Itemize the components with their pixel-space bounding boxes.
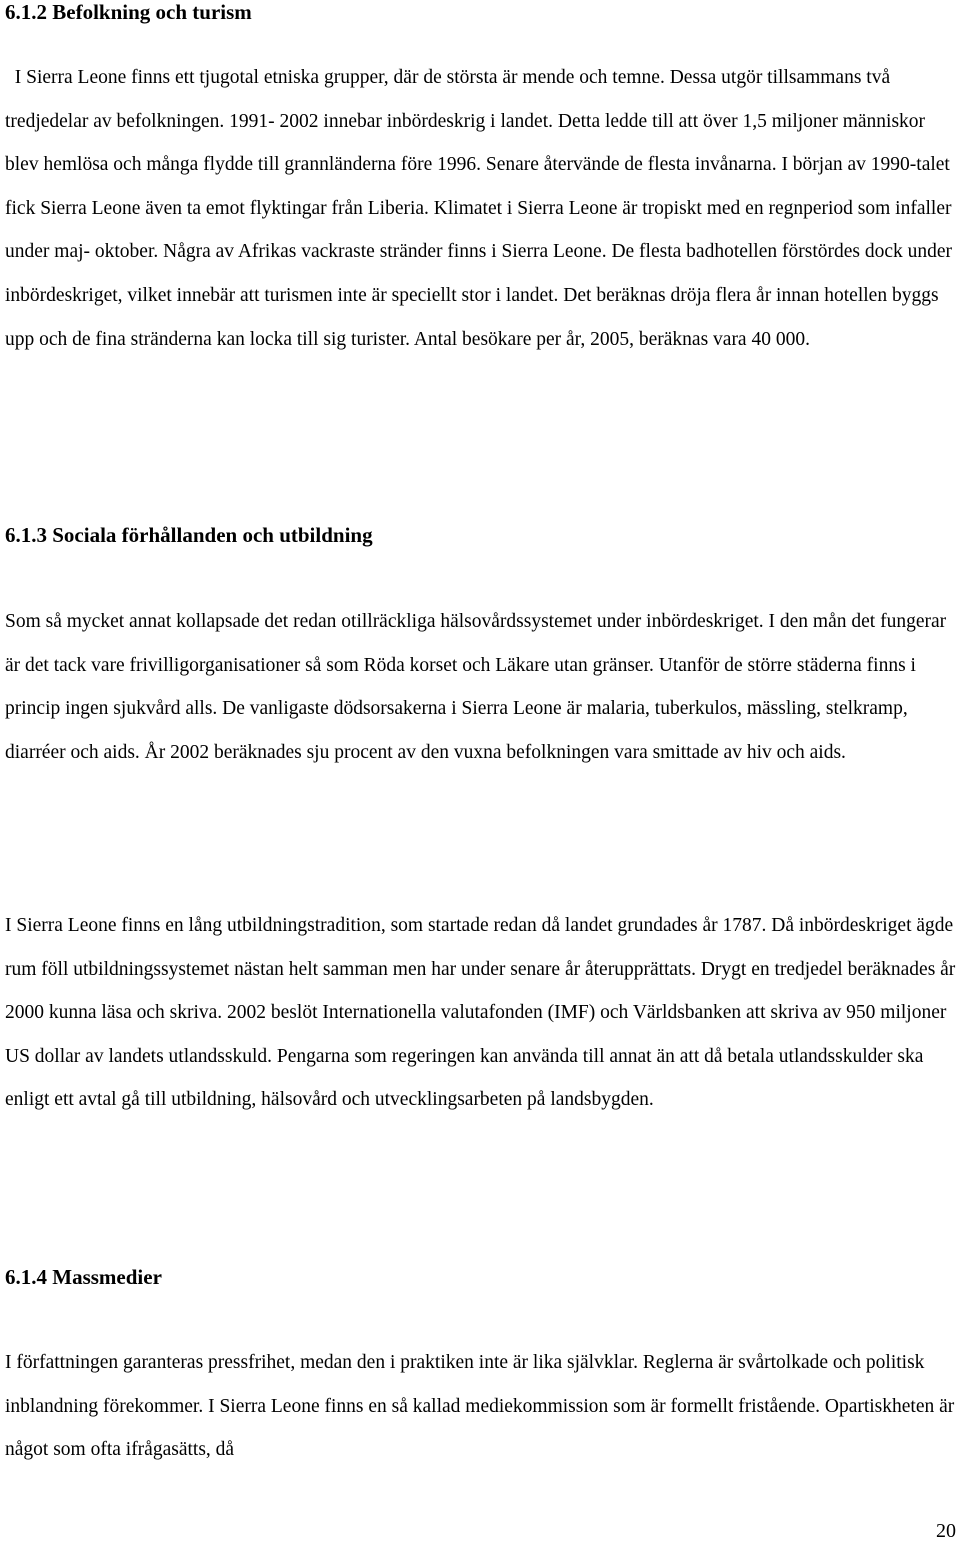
paragraph-indent (5, 67, 15, 88)
section-heading-befolkning: 6.1.2 Befolkning och turism (5, 0, 252, 24)
section-paragraph-utbildning: I Sierra Leone finns en lång utbildningstradition, som startade redan då landet grundades år 1787. Då inbördeskriget ägde rum föll utbildningssystemet nästan helt samman men har under senare år återupprättats. Drygt en tredjedel beräknades år 2000 kunna läsa och skriva. 2002 beslöt Internationella valutafonden (IMF) och Världsbanken att skriva av 950 miljoner US dollar av landets utlandsskuld. Pengarna som regeringen kan använda till annat än att då betala utlandsskulder ska enligt ett avtal gå till utbildning, hälsovård och utvecklingsarbeten på landsbygden. (5, 915, 956, 1111)
paragraph-text: I Sierra Leone finns ett tjugotal etniska grupper, där de största är mende och temne. Dessa utgör tillsammans två tredjedelar av befolkningen. 1991- 2002 innebar inbördeskrig i landet. Detta ledde till att över 1,5 miljoner människor blev hemlösa och många flydde till grannländerna före 1996. Senare återvände de flesta invånarna. I början av 1990-talet fick Sierra Leone även ta emot flyktingar från Liberia. Klimatet i Sierra Leone är tropiskt med en regnperiod som infaller under maj- oktober. Några av Afrikas vackraste stränder finns i Sierra Leone. De flesta badhotellen förstördes dock under inbördeskriget, vilket innebär att turismen inte är speciellt stor i landet. Det beräknas dröja flera år innan hotellen byggs upp och de fina stränderna kan locka till sig turister. Antal besökare per år, 2005, beräknas vara 40 000. (5, 67, 953, 350)
section-paragraph-befolkning (5, 56, 957, 361)
section-paragraph-halsovard: Som så mycket annat kollapsade det redan otillräckliga hälsovårdssystemet under inbördeskriget. I den mån det fungerar är det tack vare frivilligorganisationer så som Röda korset och Läkare utan gränser. Utanför de större städerna finns i princip ingen sjukvård alls. De vanligaste dödsorsakerna i Sierra Leone är malaria, tuberkulos, mässling, stelkramp, diarréer och aids. År 2002 beräknades sju procent av den vuxna befolkningen vara smittade av hiv och aids. (5, 611, 947, 763)
section-heading-massmedier: 6.1.4 Massmedier (5, 1265, 162, 1289)
section-paragraph-massmedier: I författningen garanteras pressfrihet, medan den i praktiken inte är lika självklar. Reglerna är svårtolkade och politisk inblandning förekommer. I Sierra Leone finns en så kallad mediekommission som är formellt fristående. Opartiskheten är något som ofta ifrågasätts, då (5, 1352, 955, 1461)
section-heading-sociala: 6.1.3 Sociala förhållanden och utbildning (5, 523, 373, 547)
page-number: 20 (936, 1520, 956, 1542)
